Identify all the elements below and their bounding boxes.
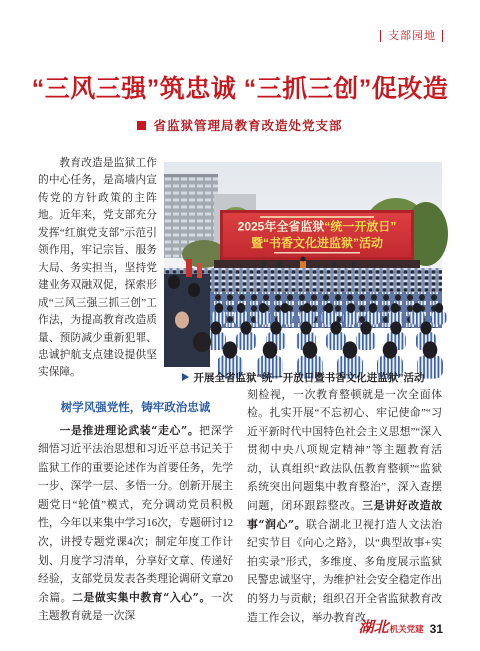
striped-uniform <box>410 311 425 325</box>
banner-line-1 <box>238 219 397 234</box>
head <box>383 341 398 358</box>
head <box>330 321 341 334</box>
head <box>391 303 399 313</box>
body-text: 一次主题教育就是一次深 <box>38 591 233 623</box>
banner-line-2: 暨“书香文化进监狱”活动 <box>250 236 384 250</box>
page-number: 31 <box>429 622 443 636</box>
head <box>325 303 333 313</box>
red-flag <box>197 263 202 278</box>
head <box>281 303 289 313</box>
page-footer <box>359 619 443 636</box>
magazine-logo: 湖北 <box>358 618 389 636</box>
caption-text: 开展全省监狱“统一开放日暨书香文化进监狱”活动 <box>193 372 425 384</box>
author-line <box>0 118 480 134</box>
banner-sub-text <box>274 252 360 254</box>
head <box>343 341 358 358</box>
body-column-left <box>38 422 233 627</box>
lead-phrase-2: 二是做实集中教育“入心”。 <box>72 590 211 604</box>
striped-uniform <box>326 332 346 350</box>
head <box>347 303 355 313</box>
body-column-right <box>247 386 443 624</box>
lead-phrase-3: 三是讲好改造故事“润心”。 <box>247 499 443 531</box>
triangle-right-icon <box>182 373 189 381</box>
officers-group <box>164 259 211 367</box>
striped-uniform <box>344 311 359 325</box>
speaker-head <box>301 257 306 262</box>
photo-caption <box>164 372 442 385</box>
head <box>413 303 421 313</box>
author-name: 省监狱管理局教育改造处党支部 <box>153 119 343 133</box>
head <box>369 303 377 313</box>
head <box>420 321 431 334</box>
striped-uniform <box>432 311 447 325</box>
striped-uniform <box>236 332 256 350</box>
event-photo <box>164 162 442 367</box>
banner-small-text <box>260 216 374 218</box>
head <box>237 303 245 313</box>
head <box>215 303 223 313</box>
head <box>303 341 318 358</box>
head <box>360 321 371 334</box>
officer-head <box>193 332 211 352</box>
body-text: 联合湖北卫视打造人文法治纪实节目《向心之路》，以“典型故事+实拍实录”形式，多维度、多角度展示监狱民警忠诚坚守，为维护社会安全稳定作出的努力与贡献；组织召开全省监狱教育改造工作会议，举办教育改 <box>247 518 442 624</box>
article-title: “三风三强”筑忠诚 “三抓三创”促改造 <box>31 75 449 103</box>
head <box>435 303 443 313</box>
head <box>223 341 238 358</box>
striped-uniform <box>278 311 293 325</box>
lead-phrase-1: 一是推进理论武装“走心”。 <box>59 423 200 437</box>
head <box>259 303 267 313</box>
crowd-front-rows <box>206 303 447 379</box>
magazine-name: 机关党建 <box>389 624 424 634</box>
intro-paragraph: 教育改造是监狱工作的中心任务，是高墙内宣传党的方针政策的主阵地。近年来，党支部充分发挥“红旗党支部”示范引领作用，牢记宗旨、服务大局、务实担当，坚持党建业务双融双促，探索形成“三风三强三抓三创”工作法，为提高教育改造质量、预防减少重新犯罪、忠诚护航支点建设提供坚实保障。 <box>38 157 157 379</box>
head <box>300 321 311 334</box>
head <box>263 341 278 358</box>
head <box>240 321 251 334</box>
officer-head <box>168 275 180 289</box>
banner-line-1-event: “统一开放日” <box>324 219 397 234</box>
striped-uniform <box>356 332 376 350</box>
square-icon <box>137 121 146 130</box>
officer-head <box>188 283 200 297</box>
section-label: 支部园地 <box>380 30 443 42</box>
striped-uniform <box>256 311 271 325</box>
body-text: 刻检视，一次教育整顿就是一次全面体检。扎实开展“不忘初心、牢记使命”“习近平新时代中国特色社会主义思想”“深入贯彻中央八项规定精神”等主题教育活动，认真组织“政法队伍教育整顿”“监狱系统突出问题集中教育整治”，深入查摆问题，闭环跟踪整改。 <box>247 388 442 513</box>
head <box>270 321 281 334</box>
head <box>210 321 221 334</box>
head <box>390 321 401 334</box>
section-heading: 树学风强党性，铸牢政治忠诚 <box>60 402 211 414</box>
building-roof <box>164 174 218 177</box>
head <box>303 303 311 313</box>
body-text: 把深学细悟习近平法治思想和习近平总书记关于监狱工作的重要论述作为首要任务，先学一步、深学一层、多悟一分。创新开展主题党日“轮值”模式，充分调动党员积极性，今年以来集中学习16次，专题研讨12次，讲授专题党课4次；制定年度工作计划、月度学习清单，分享好文章、传递好经验，支部党员发表各类理论调研文章20余篇。 <box>38 424 233 604</box>
head <box>423 341 438 358</box>
officer-face <box>175 312 189 329</box>
banner-line-1-year: 2025年全省监狱 <box>237 219 325 234</box>
red-flag <box>186 259 192 277</box>
